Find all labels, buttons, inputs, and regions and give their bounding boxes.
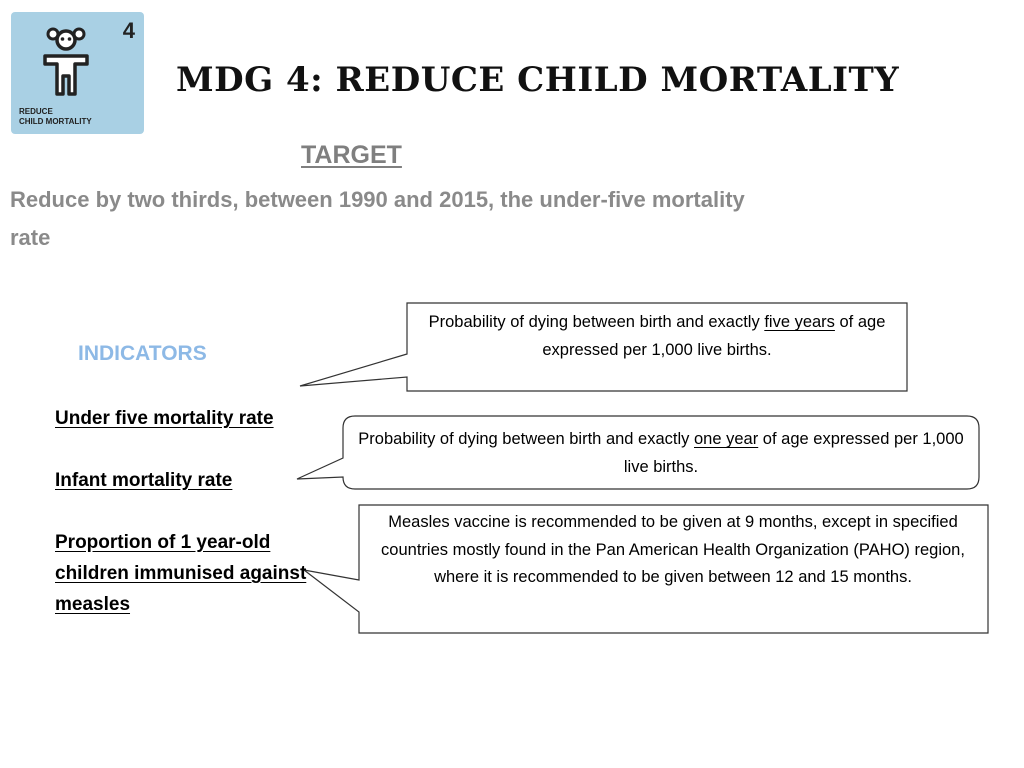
indicators-heading: INDICATORS (78, 342, 207, 365)
callout-2-text-post: of age expressed per 1,000 live births. (623, 430, 964, 476)
callout-measles-definition: Measles vaccine is recommended to be given at 9 months, except in specified countries mostly found in the Pan American Health Organization (PAHO) region, where it is recommended to be given between 12 and 15 months. (381, 513, 965, 586)
child-figure-icon (41, 26, 113, 106)
indicator-measles-immunisation: Proportion of 1 year-old children immunised against measles (55, 532, 307, 615)
logo-caption (19, 107, 92, 127)
callout-1-text-post: of age expressed per 1,000 live births. (542, 313, 886, 359)
callout-1-emphasis: five years (764, 313, 835, 331)
logo-caption-line-2: CHILD MORTALITY (19, 117, 92, 126)
callout-2-emphasis: one year (694, 430, 759, 448)
page-title: MDG 4: REDUCE CHILD MORTALITY (176, 60, 900, 100)
target-heading: TARGET (301, 141, 402, 169)
mdg-logo (11, 12, 144, 134)
logo-caption-line-1: REDUCE (19, 107, 53, 116)
callout-under-five-definition (410, 308, 904, 364)
callout-infant-definition (346, 425, 976, 481)
indicator-under-five-mortality: Under five mortality rate (55, 408, 274, 429)
callout-1-text-pre: Probability of dying between birth and exactly (428, 313, 765, 331)
indicator-infant-mortality: Infant mortality rate (55, 470, 233, 491)
callout-2-text-pre: Probability of dying between birth and exactly (358, 430, 694, 448)
goal-number: 4 (122, 18, 135, 43)
target-text: Reduce by two thirds, between 1990 and 2015, the under-five mortality rate (10, 187, 745, 250)
